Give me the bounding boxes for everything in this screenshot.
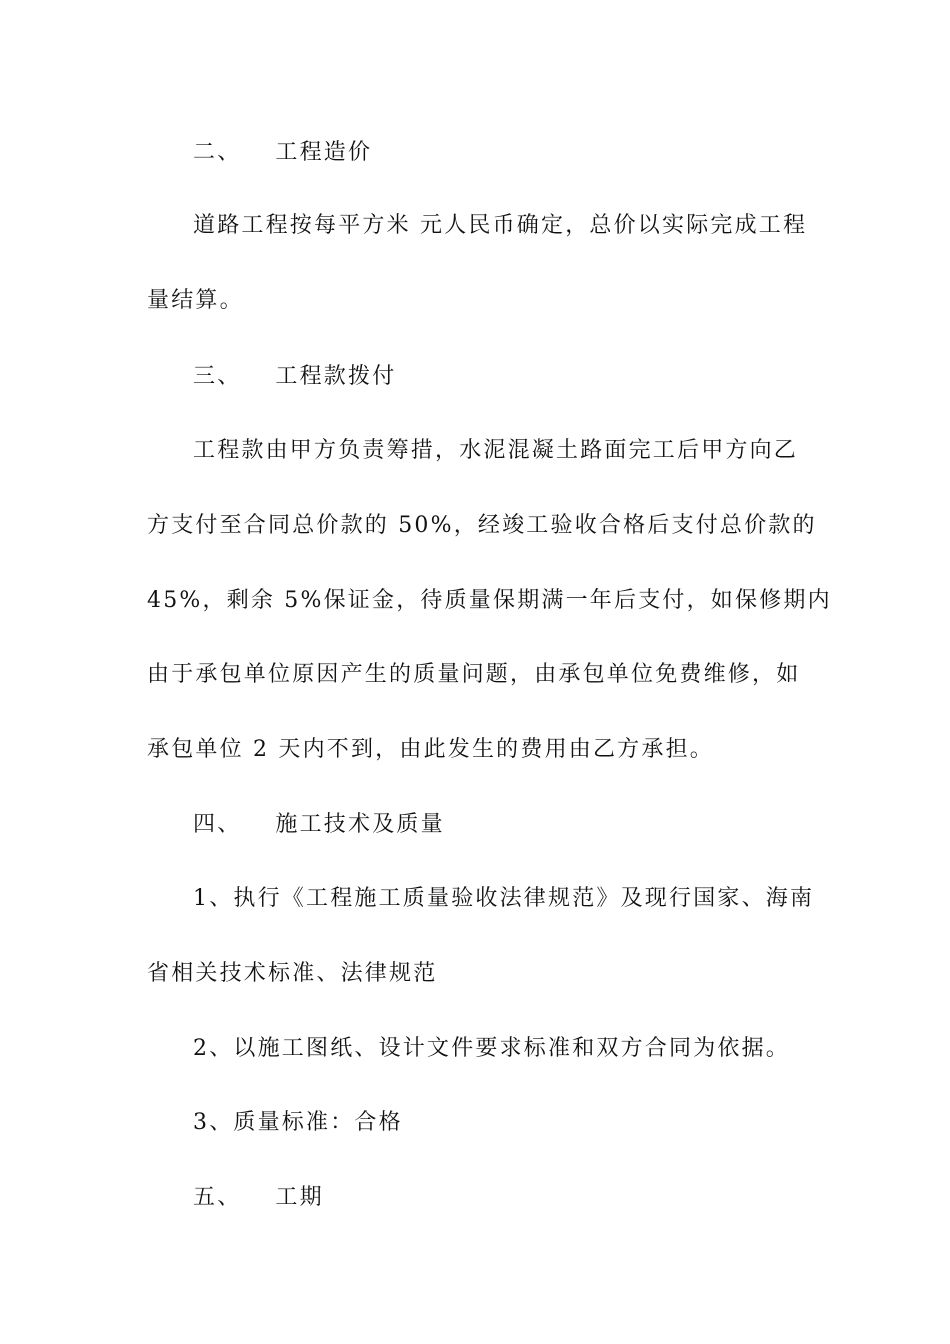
paragraph-line: 方支付至合同总价款的 50%，经竣工验收合格后支付总价款的 [147, 513, 817, 538]
section-number: 五、 [193, 1185, 242, 1210]
section-heading-4 [193, 810, 445, 840]
paragraph-line: 45%，剩余 5%保证金，待质量保期满一年后支付，如保修期内 [147, 588, 832, 613]
section-heading-2 [193, 138, 372, 168]
section-heading-5 [193, 1183, 324, 1213]
section-heading-3 [193, 362, 396, 392]
list-item-line: 2、以施工图纸、设计文件要求标准和双方合同为依据。 [193, 1036, 790, 1061]
section-title: 施工技术及质量 [275, 812, 445, 837]
section-title: 工程款拨付 [275, 364, 397, 389]
paragraph-line: 由于承包单位原因产生的质量问题，由承包单位免费维修，如 [147, 662, 801, 687]
paragraph-line: 道路工程按每平方米 元人民币确定，总价以实际完成工程 [193, 213, 808, 238]
paragraph-line: 承包单位 2 天内不到，由此发生的费用由乙方承担。 [147, 737, 714, 762]
paragraph-line: 量结算。 [147, 288, 244, 313]
section-number: 四、 [193, 812, 242, 837]
paragraph-line: 工程款由甲方负责筹措，水泥混凝土路面完工后甲方向乙 [193, 438, 799, 463]
list-item-line: 3、质量标准：合格 [193, 1110, 403, 1135]
section-title: 工期 [275, 1185, 324, 1210]
section-number: 二、 [193, 140, 242, 165]
list-item-line: 1、执行《工程施工质量验收法律规范》及现行国家、海南 [193, 886, 815, 911]
section-number: 三、 [193, 364, 242, 389]
list-item-line: 省相关技术标准、法律规范 [147, 961, 438, 986]
section-title: 工程造价 [275, 140, 373, 165]
